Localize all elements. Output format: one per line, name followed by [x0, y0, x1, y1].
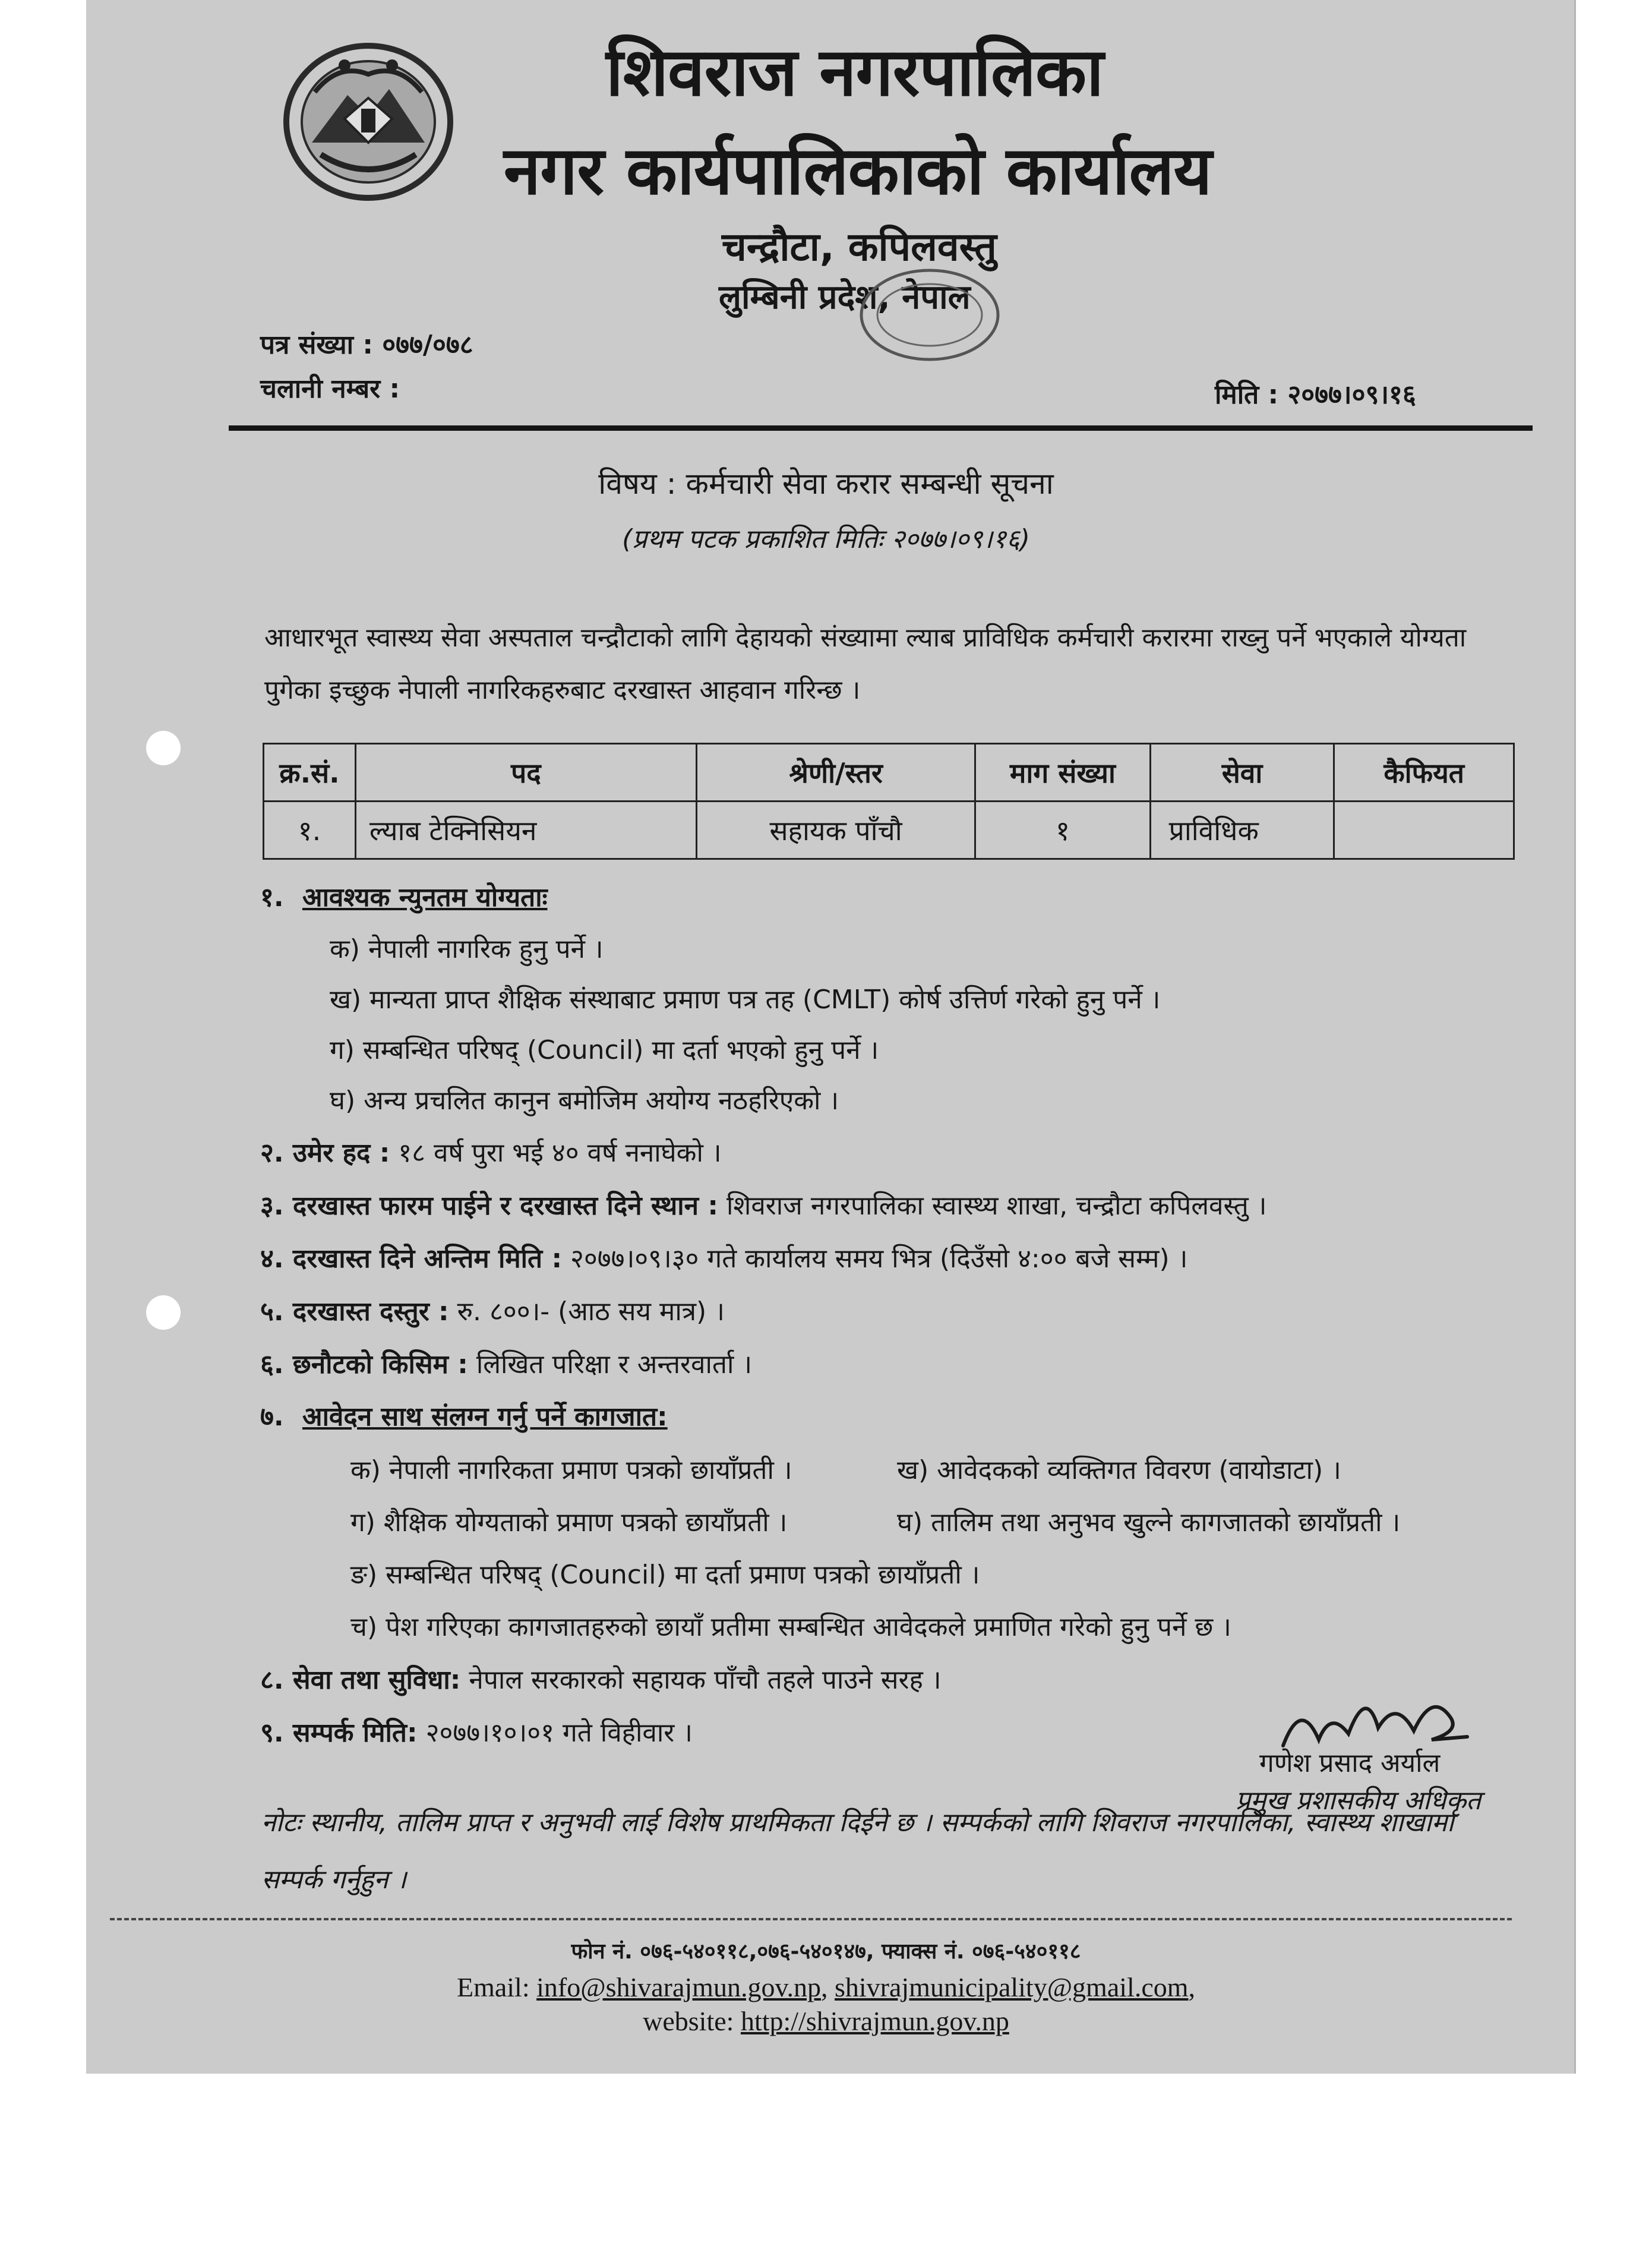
- table-header: क्र.सं.: [264, 744, 356, 802]
- section-text: शिवराज नगरपालिका स्वास्थ्य शाखा, चन्द्रौटा कपिलवस्तु ।: [726, 1191, 1267, 1221]
- header-divider: [229, 425, 1533, 431]
- table-header: सेवा: [1150, 744, 1334, 802]
- section-age-limit: [260, 1134, 722, 1169]
- province-name: लुम्बिनी प्रदेश, नेपाल: [719, 278, 971, 317]
- section-text: नेपाल सरकारको सहायक पाँचौ तहले पाउने सरह ।: [469, 1665, 942, 1695]
- table-row: [264, 802, 1514, 859]
- email-end: ,: [1188, 1972, 1196, 2002]
- email-link-gmail[interactable]: shivrajmunicipality@gmail.com: [834, 1972, 1189, 2002]
- table-cell: प्राविधिक: [1150, 802, 1334, 859]
- section-text: लिखित परिक्षा र अन्तरवार्ता ।: [476, 1349, 753, 1380]
- published-date: (प्रथम पटक प्रकाशित मितिः २०७७।०९।१६): [622, 524, 1030, 554]
- section-label: २. उमेर हद :: [260, 1138, 390, 1168]
- notice-note: नोटः स्थानीय, तालिम प्राप्त र अनुभवी लाई विशेष प्राथमिकता दिईने छ । सम्पर्कको लागि शिवराज नगरपालिका, स्वास्थ्य शाखामा सम्पर्क गर्नुहुन ।: [261, 1807, 1454, 1895]
- office-address: चन्द्रौटा, कपिलवस्तु: [722, 224, 997, 270]
- office-name: नगर कार्यपालिकाको कार्यालय: [504, 132, 1212, 210]
- table-cell: सहायक पाँचौ: [696, 802, 975, 859]
- section-facilities: [260, 1661, 942, 1696]
- section-contact-date: [260, 1714, 693, 1749]
- intro-paragraph: आधारभूत स्वास्थ्य सेवा अस्पताल चन्द्रौटाको लागि देहायको संख्यामा ल्याब प्राविधिक कर्मचारी करारमा राख्नु पर्ने भएकाले योग्यता पुगेका इच्छुक नेपाली नागरिकहरुबाट दरखास्त आहवान गरिन्छ ।: [264, 623, 1467, 705]
- section-application-fee: [260, 1292, 725, 1328]
- table-header-row: [264, 744, 1514, 802]
- signatory-designation: प्रमुख प्रशासकीय अधिकृत: [1236, 1785, 1482, 1816]
- vacancy-table: [263, 743, 1515, 860]
- signatory-name: गणेश प्रसाद अर्याल: [1259, 1748, 1441, 1778]
- section-application-place: [260, 1187, 1266, 1222]
- footer-phone: फोन नं. ०७६-५४०११८,०७६-५४०१४७, फ्याक्स नं. ०७६-५४०११८: [571, 1939, 1081, 1964]
- section-number: ७.: [260, 1402, 284, 1432]
- section-title: आवश्यक न्युनतम योग्यताः: [302, 882, 548, 913]
- section-label: ८. सेवा तथा सुविधा:: [260, 1665, 461, 1695]
- email-separator: ,: [820, 1972, 828, 2002]
- table-cell: ल्याब टेक्निसियन: [355, 802, 696, 859]
- section-qualifications: [260, 878, 548, 914]
- section-label: ३. दरखास्त फारम पाईने र दरखास्त दिने स्थान :: [260, 1191, 719, 1221]
- list-item: ङ) सम्बन्धित परिषद् (Council) मा दर्ता प्रमाण पत्रको छायाँप्रती ।: [350, 1560, 980, 1590]
- list-item: ख) आवेदकको व्यक्तिगत विवरण (वायोडाटा) ।: [897, 1455, 1341, 1485]
- section-label: ४. दरखास्त दिने अन्तिम मिति :: [260, 1244, 563, 1274]
- list-item: घ) अन्य प्रचलित कानुन बमोजिम अयोग्य नठहरिएको ।: [330, 1086, 839, 1116]
- section-number: १.: [260, 882, 284, 913]
- footer-website: [0, 2005, 1652, 2037]
- punch-hole: [146, 731, 181, 765]
- footer-divider: [110, 1918, 1512, 1920]
- section-text: २०७७।०९।३० गते कार्यालय समय भित्र (दिउँसो ४:०० बजे सम्म) ।: [570, 1244, 1188, 1274]
- section-selection-method: [260, 1345, 752, 1381]
- dispatch-number: चलानी नम्बर :: [260, 374, 400, 404]
- table-cell: १.: [264, 802, 356, 859]
- section-text: २०७७।१०।०१ गते विहीवार ।: [425, 1718, 693, 1748]
- list-item: घ) तालिम तथा अनुभव खुल्ने कागजातको छायाँप्रती ।: [897, 1507, 1401, 1538]
- list-item: ग) शैक्षिक योग्यताको प्रमाण पत्रको छायाँप्रती ।: [350, 1507, 788, 1538]
- email-label: Email:: [456, 1972, 530, 2002]
- nepal-emblem-logo: [279, 39, 457, 202]
- table-header: कैफियत: [1334, 744, 1514, 802]
- email-link-info[interactable]: info@shivarajmun.gov.np: [536, 1972, 821, 2002]
- list-item: ख) मान्यता प्राप्त शैक्षिक संस्थाबाट प्रमाण पत्र तह (CMLT) कोर्ष उत्तिर्ण गरेको हुनु पर्ने ।: [330, 985, 1161, 1015]
- letter-number: पत्र संख्या : ०७७/०७८: [260, 330, 473, 360]
- section-deadline: [260, 1239, 1187, 1275]
- notice-subject: विषय : कर्मचारी सेवा करार सम्बन्धी सूचना: [598, 466, 1054, 501]
- notice-date: मिति : २०७७।०९।१६: [1215, 380, 1416, 410]
- table-cell: १: [975, 802, 1151, 859]
- website-link[interactable]: http://shivrajmun.gov.np: [740, 2006, 1009, 2036]
- table-header: श्रेणी/स्तर: [696, 744, 975, 802]
- list-item: क) नेपाली नागरिक हुनु पर्ने ।: [330, 934, 604, 964]
- section-title: आवेदन साथ संलग्न गर्नु पर्ने कागजात:: [302, 1402, 668, 1432]
- section-label: ९. सम्पर्क मिति:: [260, 1718, 418, 1748]
- section-label: ६. छनौटको किसिम :: [260, 1349, 468, 1380]
- punch-hole: [146, 1295, 181, 1330]
- table-header: पद: [355, 744, 696, 802]
- section-label: ५. दरखास्त दस्तुर :: [260, 1296, 449, 1327]
- list-item: च) पेश गरिएका कागजातहरुको छायाँ प्रतीमा सम्बन्धित आवेदकले प्रमाणित गरेको हुनु पर्ने छ ।: [350, 1612, 1231, 1642]
- list-item: ग) सम्बन्धित परिषद् (Council) मा दर्ता भएको हुनु पर्ने ।: [330, 1035, 879, 1065]
- municipality-name: शिवराज नगरपालिका: [606, 34, 1103, 111]
- table-cell: [1334, 802, 1514, 859]
- section-text: १८ वर्ष पुरा भई ४० वर्ष ननाघेको ।: [398, 1138, 722, 1168]
- office-stamp: [855, 264, 1004, 365]
- section-text: रु. ८००।- (आठ सय मात्र) ।: [457, 1296, 725, 1327]
- table-header: माग संख्या: [975, 744, 1151, 802]
- section-documents: [260, 1397, 668, 1433]
- list-item: क) नेपाली नागरिकता प्रमाण पत्रको छायाँप्रती ।: [350, 1455, 792, 1485]
- website-label: website:: [643, 2006, 734, 2036]
- footer-email: [0, 1971, 1652, 2003]
